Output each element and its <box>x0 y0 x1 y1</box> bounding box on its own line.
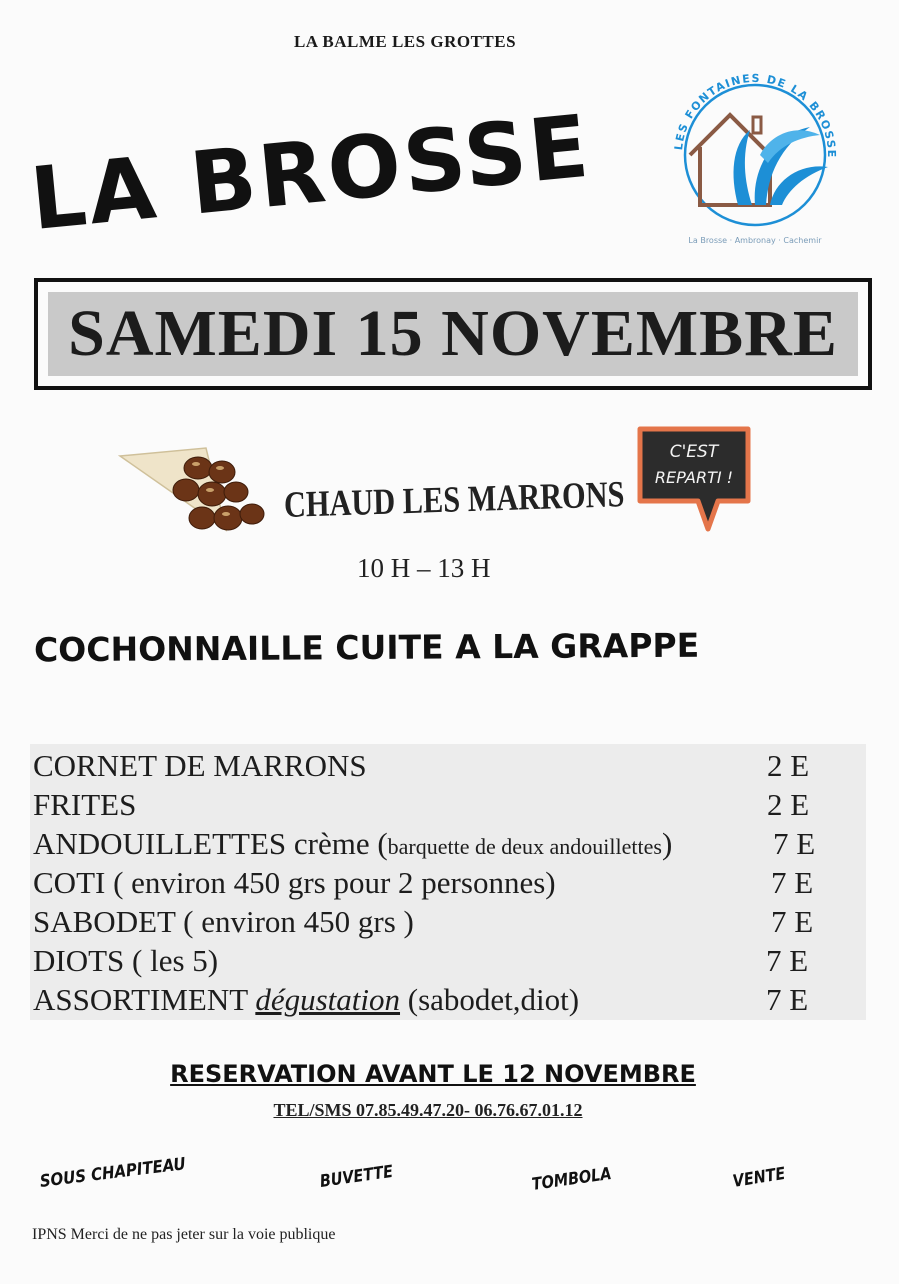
cochonnaille-heading: COCHONNAILLE CUITE A LA GRAPPE <box>33 625 700 670</box>
footer-note: IPNS Merci de ne pas jeter sur la voie publique <box>32 1226 336 1243</box>
menu-item-detail: barquette de deux andouillettes <box>387 834 662 859</box>
date-banner <box>34 278 872 390</box>
menu-item <box>33 982 866 1022</box>
tag-sous-chapiteau: SOUS CHAPITEAU <box>38 1154 187 1192</box>
menu-item-price: 7 E <box>771 904 814 939</box>
menu-item <box>33 826 866 866</box>
menu-item-price: 2 E <box>767 787 810 822</box>
tag-tombola: TOMBOLA <box>530 1163 613 1195</box>
marrons-hours: 10 H – 13 H <box>357 553 491 583</box>
event-date: SAMEDI 15 NOVEMBRE <box>68 297 838 370</box>
menu-item <box>33 904 866 944</box>
tag-buvette: BUVETTE <box>318 1161 395 1192</box>
menu-item-price: 7 E <box>773 826 816 861</box>
menu-item-close: ) <box>661 826 673 861</box>
menu-item-name: SABODET ( environ 450 grs ) <box>33 904 414 939</box>
menu-item-name: FRITES <box>33 787 137 822</box>
menu-item-price: 7 E <box>766 943 809 978</box>
menu-item-name: DIOTS ( les 5) <box>33 943 219 978</box>
price-list <box>30 744 866 1020</box>
menu-item-price: 2 E <box>767 748 810 783</box>
menu-item-name: ANDOUILLETTES crème ( <box>33 826 388 861</box>
menu-item <box>33 748 866 788</box>
menu-item-price: 7 E <box>771 865 814 900</box>
menu-item-price: 7 E <box>766 982 809 1017</box>
phone-numbers: TEL/SMS 07.85.49.47.20- 06.76.67.01.12 <box>273 1100 583 1120</box>
speech-bubble-icon <box>636 425 754 535</box>
menu-item-name: COTI ( environ 450 grs pour 2 personnes) <box>33 865 556 900</box>
menu-item-name: ASSORTIMENT <box>33 982 256 1017</box>
reservation-heading: RESERVATION AVANT LE 12 NOVEMBRE <box>170 1060 696 1088</box>
tag-vente: VENTE <box>731 1163 787 1192</box>
page-title: LA BROSSE <box>26 96 596 250</box>
logo-arc-text: LES FONTAINES DE LA BROSSE <box>672 71 839 159</box>
village-name: LA BALME LES GROTTES <box>293 32 517 51</box>
menu-item-close: (sabodet,diot) <box>400 982 580 1017</box>
menu-item <box>33 865 866 905</box>
menu-item <box>33 943 866 983</box>
chestnut-cone-icon <box>118 440 278 545</box>
bubble-line1: C'EST <box>669 442 719 462</box>
bubble-line2: REPARTI ! <box>654 468 734 487</box>
menu-item <box>33 787 866 827</box>
fontaines-logo <box>660 55 850 255</box>
marrons-title: CHAUD LES MARRONS <box>283 474 625 526</box>
menu-item-name: CORNET DE MARRONS <box>33 748 367 783</box>
menu-item-detail: dégustation <box>255 982 401 1017</box>
logo-bottom-text: La Brosse · Ambronay · Cachemir <box>688 236 822 245</box>
